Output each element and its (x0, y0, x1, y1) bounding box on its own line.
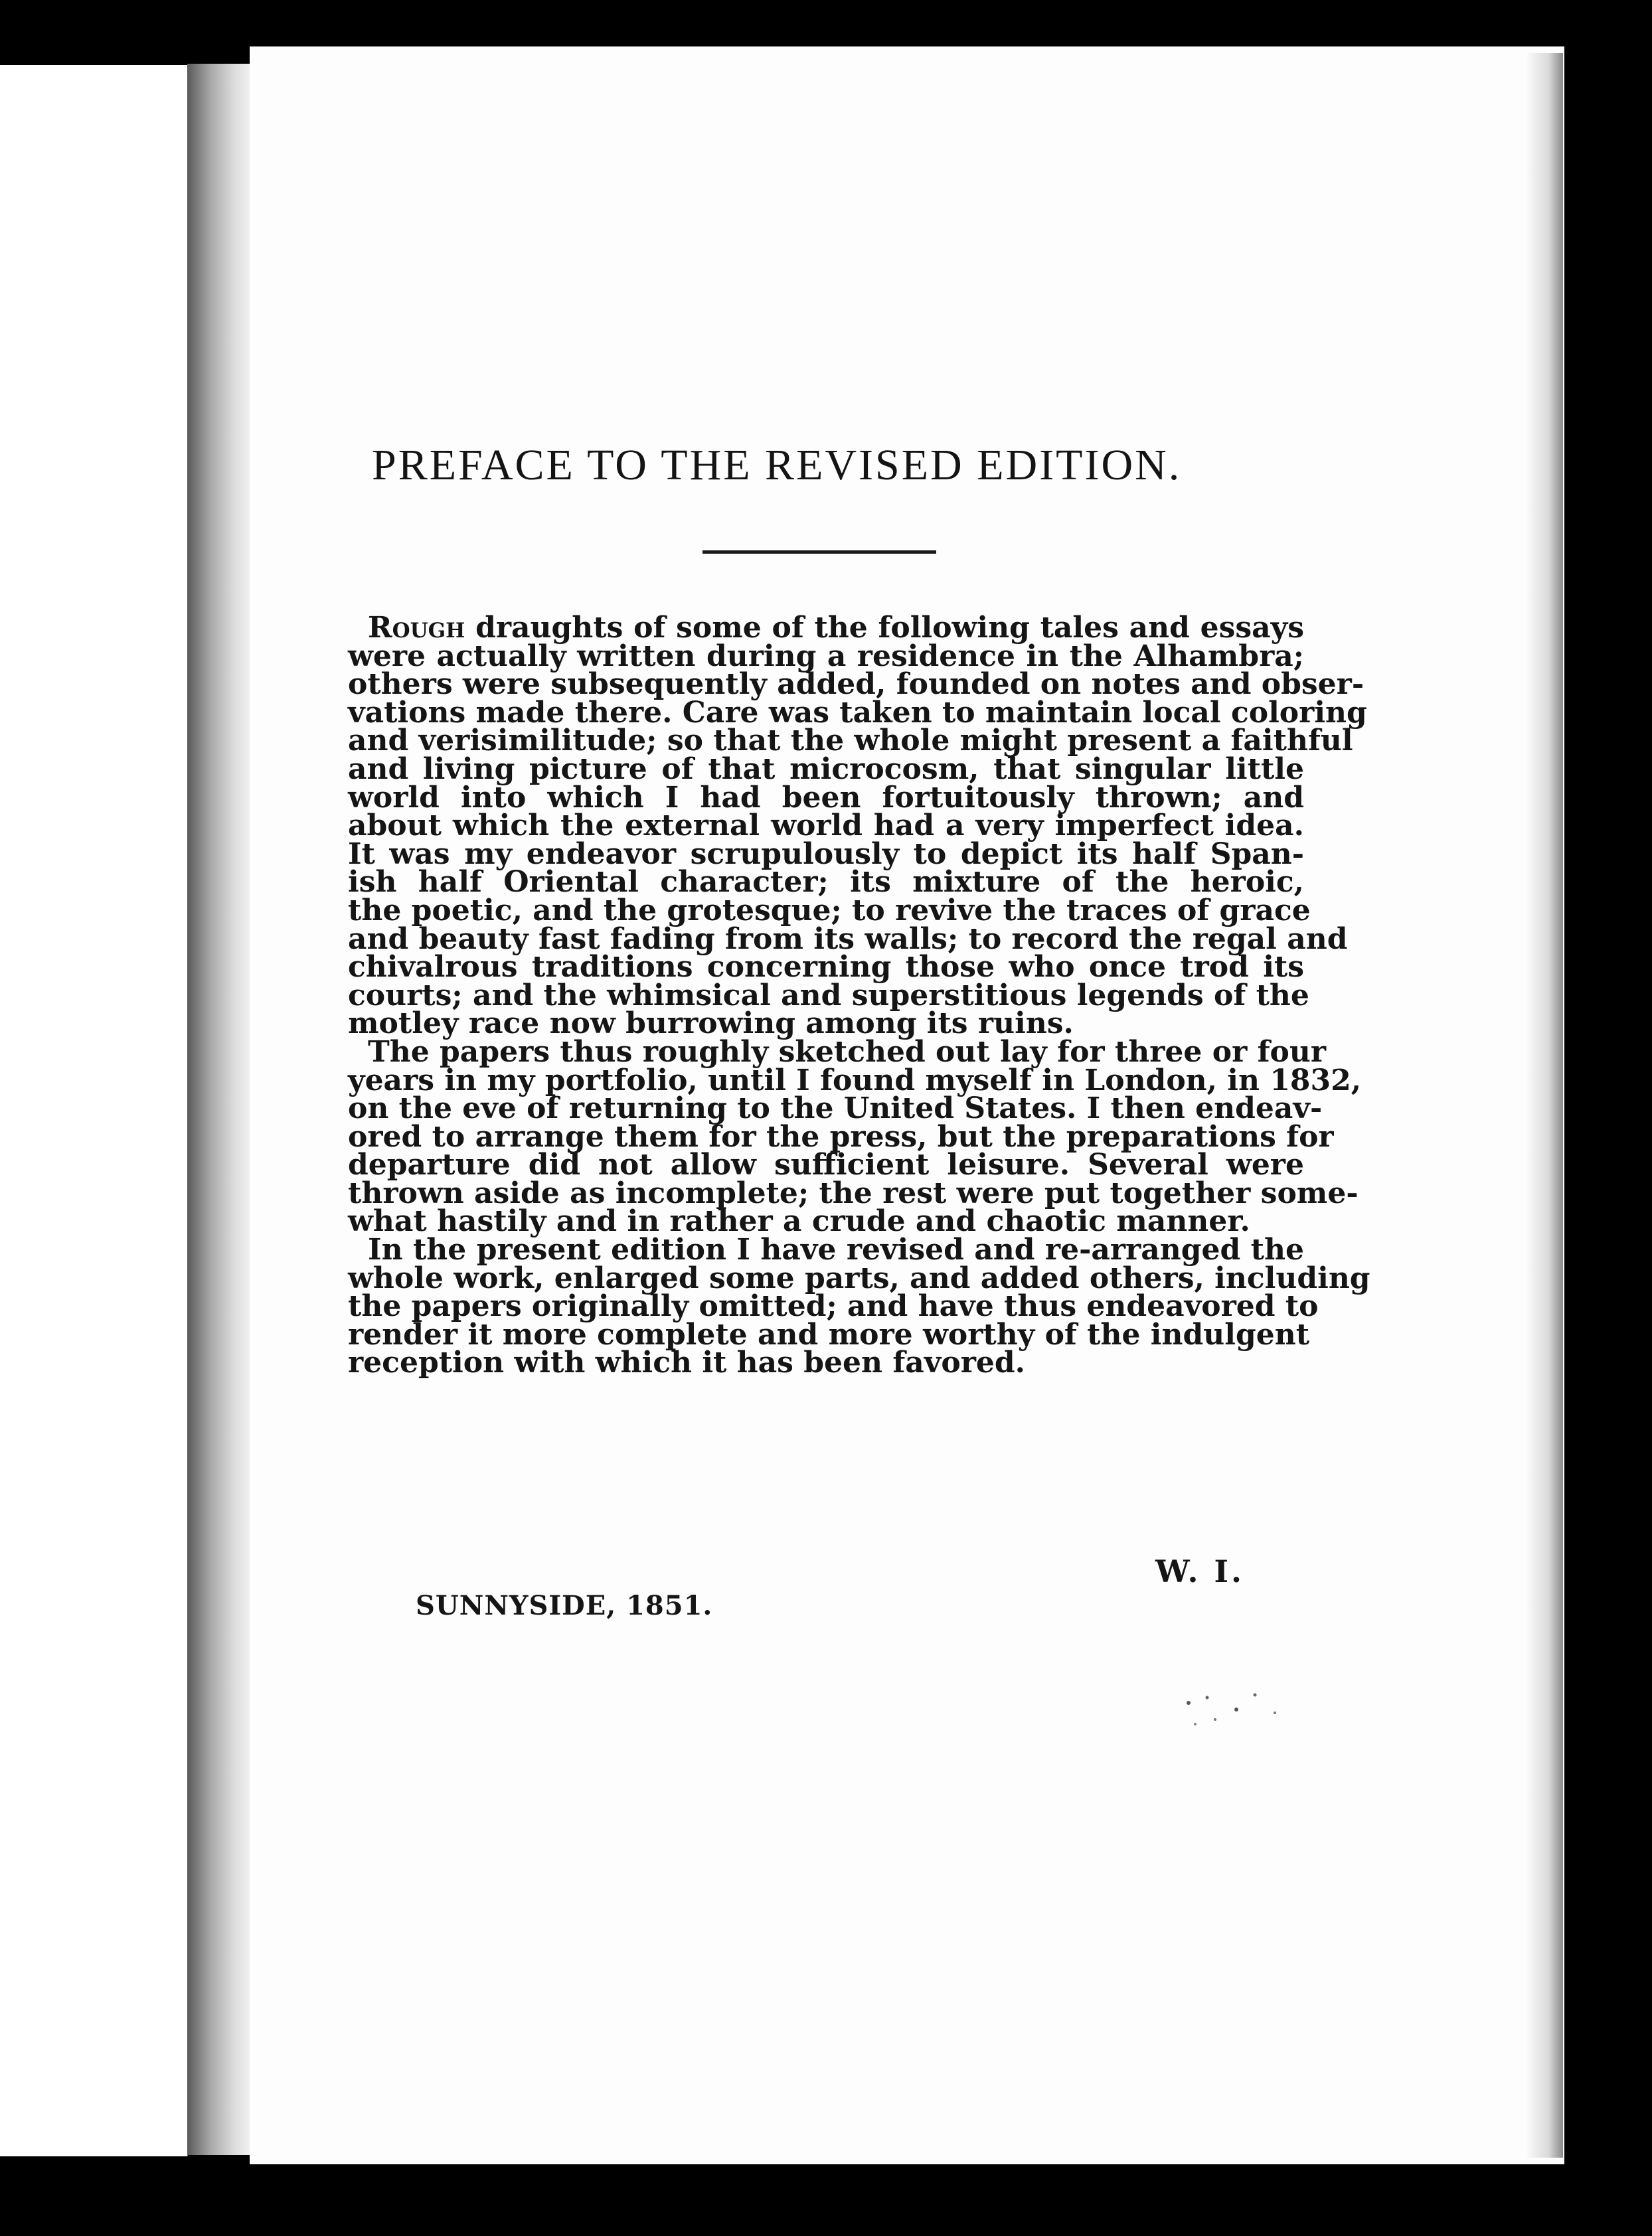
text-line: others were subsequently added, founded on notes and obser- (348, 667, 1364, 702)
title-rule (702, 550, 936, 554)
text-line: the papers originally omitted; and have thus endeavored to (348, 1289, 1319, 1324)
text-line: what hastily and in rather a crude and chaotic manner. (348, 1204, 1250, 1239)
author-signature: W. I. (1155, 1554, 1245, 1589)
text-line: ish half Oriental character; its mixture of the heroic, (348, 865, 1304, 900)
text-line: and beauty fast fading from its walls; to record the regal and (348, 921, 1348, 956)
text-line: thrown aside as incomplete; the rest were put together some- (348, 1176, 1359, 1210)
text-line: render it more complete and more worthy of the indulgent (348, 1317, 1310, 1352)
text-line: chivalrous traditions concerning those who once trod its (348, 950, 1304, 985)
text-line: The papers thus roughly sketched out lay for three or four (368, 1034, 1327, 1069)
book-gutter-shadow (187, 64, 254, 2155)
text-line: reception with which it has been favored. (348, 1346, 1025, 1380)
text-line: In the present edition I have revised and re-arranged the (368, 1233, 1304, 1267)
page-edge-shadow (1527, 53, 1563, 2158)
text-line: courts; and the whimsical and superstitious legends of the (348, 978, 1309, 1012)
text-line: and living picture of that microcosm, that singular little (348, 752, 1304, 786)
ink-specks (1175, 1683, 1308, 1736)
text-line: years in my portfolio, until I found myself in London, in 1832, (348, 1063, 1362, 1097)
text-line: It was my endeavor scrupulously to depict its half Span- (348, 837, 1304, 871)
text-line: vations made there. Care was taken to maintain local coloring (348, 695, 1367, 730)
text-line: Rough draughts of some of the following tales and essays (368, 611, 1304, 645)
preface-body (348, 611, 1370, 1380)
text-line: about which the external world had a very imperfect idea. (348, 809, 1304, 843)
text-line: and verisimilitude; so that the whole might present a faithful (348, 724, 1353, 758)
text-line: the poetic, and the grotesque; to revive the traces of grace (348, 893, 1311, 927)
text-line: motley race now burrowing among its ruins. (348, 1006, 1074, 1041)
place-date: SUNNYSIDE, 1851. (416, 1590, 713, 1621)
text-line: departure did not allow sufficient leisure. Several were (348, 1148, 1304, 1182)
text-line: ored to arrange them for the press, but the preparations for (348, 1119, 1334, 1154)
text-line: whole work, enlarged some parts, and added others, including (348, 1261, 1370, 1295)
text-line: world into which I had been fortuitously thrown; and (348, 780, 1304, 815)
left-blank-page (0, 65, 188, 2156)
text-line: were actually written during a residence in the Alhambra; (348, 639, 1304, 673)
text-line: on the eve of returning to the United States. I then endeav- (348, 1091, 1323, 1126)
lead-word: Rough (368, 611, 465, 645)
page-title: PREFACE TO THE REVISED EDITION. (372, 441, 1182, 489)
